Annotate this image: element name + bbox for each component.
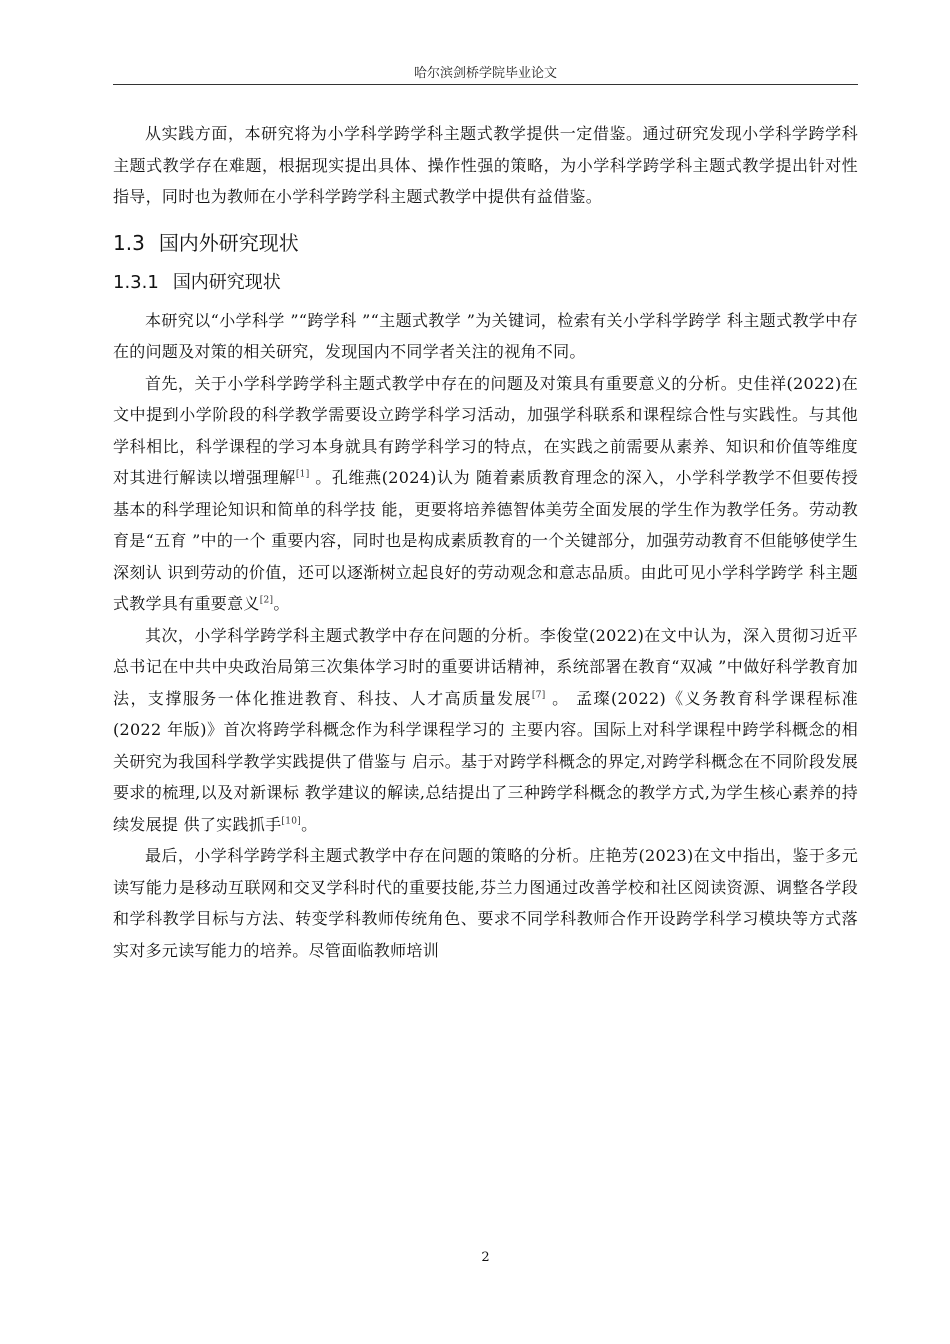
paragraph-text: 。 bbox=[301, 814, 318, 834]
page-number: 2 bbox=[481, 1250, 490, 1265]
paragraph-second bbox=[113, 620, 858, 841]
heading-1-3-1 bbox=[113, 265, 858, 301]
page-content bbox=[113, 118, 858, 966]
page-header: 哈尔滨剑桥学院毕业论文 bbox=[413, 66, 557, 81]
citation-ref: [2] bbox=[259, 595, 274, 606]
heading-title: 国内外研究现状 bbox=[158, 230, 299, 255]
citation-ref: [7] bbox=[531, 690, 546, 701]
heading-number: 1.3.1 bbox=[113, 271, 159, 293]
paragraph-practice: 从实践方面，本研究将为小学科学跨学科主题式教学提供一定借鉴。通过研究发现小学科学跨学科主题式教学存在难题，根据现实提出具体、操作性强的策略，为小学科学跨学科主题式教学提出针对性指导，同时也为教师在小学科学跨学科主题式教学中提供有益借鉴。 bbox=[113, 124, 858, 206]
paragraph-first bbox=[113, 368, 858, 620]
heading-title: 国内研究现状 bbox=[172, 271, 281, 293]
paragraph-text: 。 孟璨(2022)《义务教育科学课程标准(2022 年版)》首次将跨学科概念作为科学课程学习的 主要内容。国际上对科学课程中跨学科概念的相关研究为我国科学教学实践提供了借鉴与 启示。基于对跨学科概念的界定,对跨学科概念在不同阶段发展要求的梳理,以及对新课标 教学建议的解读,总结提出了三种跨学科概念的教学方式,为学生核心素养的持续发展提 供了实践抓手 bbox=[113, 688, 859, 834]
citation-ref: [10] bbox=[281, 816, 302, 827]
paragraph-text: 其次，小学科学跨学科主题式教学中存在问题的分析。李俊堂(2022)在文中认为，深入贯彻习近平总书记在中共中央政治局第三次集体学习时的重要讲话精神，系统部署在教育“双减 ”中做好科学教育加法，支撑服务一体化推进教育、科技、人才高质量发展 bbox=[113, 625, 858, 708]
paragraph-text: 首先，关于小学科学跨学科主题式教学中存在的问题及对策具有重要意义的分析。史佳祥(2022)在文中提到小学阶段的科学教学需要设立跨学科学习活动，加强学科联系和课程综合性与实践性。与其他学科相比，科学课程的学习本身就具有跨学科学习的特点，在实践之前需要从素养、知识和价值等维度对其进行解读以增强理解 bbox=[113, 373, 858, 487]
heading-number: 1.3 bbox=[113, 230, 145, 255]
paragraph-last: 最后，小学科学跨学科主题式教学中存在问题的策略的分析。庄艳芳(2023)在文中指出，鉴于多元读写能力是移动互联网和交叉学科时代的重要技能,芬兰力图通过改善学校和社区阅读资源、调整各学段和学科教学目标与方法、转变学科教师传统角色、要求不同学科教师合作开设跨学科学习模块等方式落实对多元读写能力的培养。尽管面临教师培训 bbox=[113, 846, 858, 960]
header-rule bbox=[113, 84, 858, 85]
paragraph-intro: 本研究以“小学科学 ”“跨学科 ”“主题式教学 ”为关键词，检索有关小学科学跨学 科主题式教学中存在的问题及对策的相关研究，发现国内不同学者关注的视角不同。 bbox=[113, 310, 858, 361]
citation-ref: [1] bbox=[295, 469, 310, 480]
paragraph-text: 。孔维燕(2024)认为 随着素质教育理念的深入，小学科学教学不但要传授基本的科学理论知识和简单的科学技 能，更要将培养德智体美劳全面发展的学生作为教学任务。劳动教育是“五育 ”中的一个 重要内容，同时也是构成素质教育的一个关键部分，加强劳动教育不但能够使学生深刻认 识到劳动的价值，还可以逐渐树立起良好的劳动观念和意志品质。由此可见小学科学跨学 科主题式教学具有重要意义 bbox=[113, 468, 858, 613]
paragraph-text: 。 bbox=[273, 594, 290, 613]
heading-1-3 bbox=[113, 225, 858, 261]
